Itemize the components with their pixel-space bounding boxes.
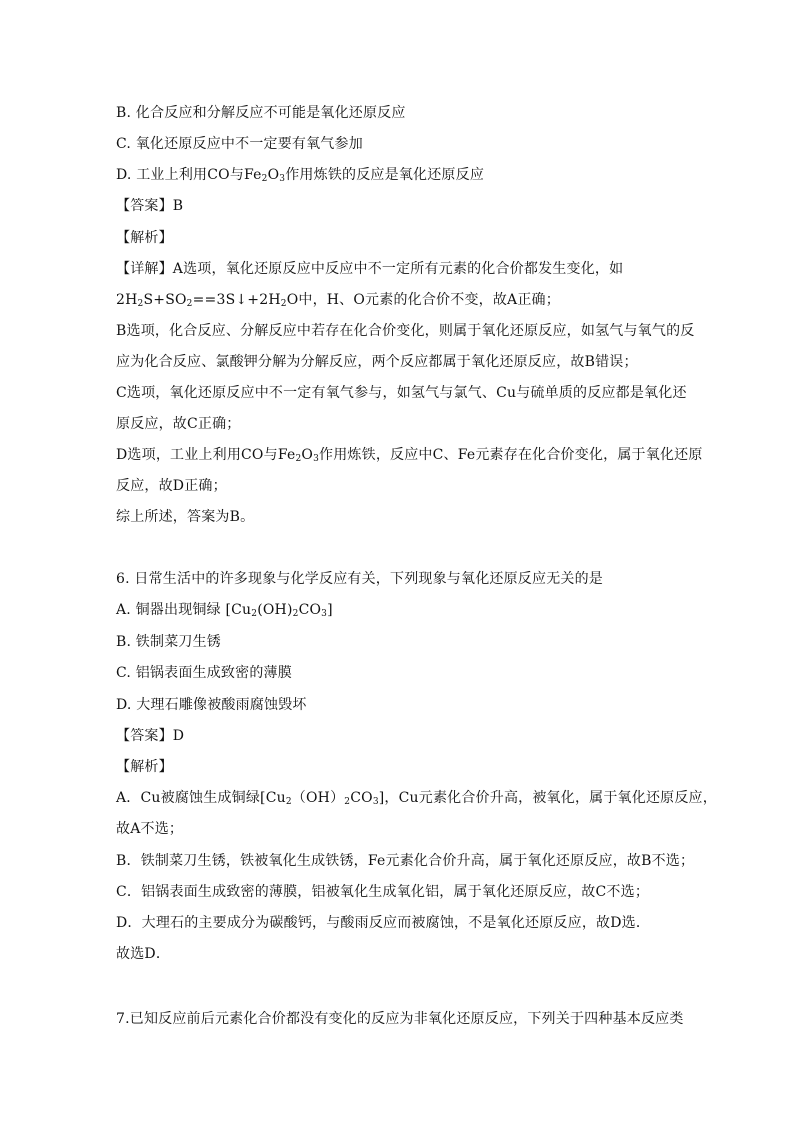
q5-d-line-2: 反应，故D正确； <box>116 478 227 494</box>
q7-stem: 7.已知反应前后元素化合价都没有变化的反应为非氧化还原反应，下列关于四种基本反应类 <box>116 1011 684 1027</box>
q5-b-line-2: 应为化合反应、氯酸钾分解为分解反应，两个反应都属于氧化还原反应，故B错误； <box>116 354 638 370</box>
q5-c-line-2: 原反应，故C正确； <box>116 416 241 432</box>
q5-d-line-1: D选项，工业上利用CO与$Fe_2O_3$作用炼铁，反应中C、Fe元素存在化合价变化，属于氧化还原 <box>116 447 703 464</box>
q6-option-c: C. 铝锅表面生成致密的薄膜 <box>116 665 292 681</box>
q6-analysis-header: 【解析】 <box>116 759 173 775</box>
q6-option-b: B. 铁制菜刀生锈 <box>116 634 221 650</box>
q6-a-line-1: A．Cu被腐蚀生成铜绿$[Cu_2(OH)_2CO_3]$，Cu元素化合价升高，被氧化，属于氧化还原反应， <box>116 790 717 807</box>
q5-analysis-header: 【解析】 <box>116 230 173 246</box>
q5-c-line-1: C选项，氧化还原反应中不一定有氧气参与，如氢气与氯气、Cu与硫单质的反应都是氧化还 <box>116 385 687 401</box>
q6-d-line: D．大理石的主要成分为碳酸钙，与酸雨反应而被腐蚀，不是氧化还原反应，故D选． <box>116 915 651 931</box>
q6-option-a: A. 铜器出现铜绿 $[Cu_2(OH)_2CO_3]$ <box>116 602 333 619</box>
q5-option-c: C. 氧化还原反应中不一定要有氧气参加 <box>116 136 363 152</box>
q6-option-d: D. 大理石雕像被酸雨腐蚀毁坏 <box>116 697 307 713</box>
q5-option-b: B. 化合反应和分解反应不可能是氧化还原反应 <box>116 105 406 121</box>
q5-option-d: D. 工业上利用CO与$Fe_2O_3$作用炼铁的反应是氧化还原反应 <box>116 167 485 184</box>
q6-a-line-2: 故A不选； <box>116 821 184 837</box>
q5-b-line-1: B选项，化合反应、分解反应中若存在化合价变化，则属于氧化还原反应，如氢气与氧气的反 <box>116 323 695 339</box>
q6-answer: 【答案】D <box>116 728 185 744</box>
q6-conclusion: 故选D． <box>116 946 171 962</box>
q6-c-line: C．铝锅表面生成致密的薄膜，铝被氧化生成氧化铝，属于氧化还原反应，故C不选； <box>116 884 650 900</box>
q5-summary: 综上所述，答案为B。 <box>116 509 255 525</box>
q5-answer: 【答案】B <box>116 198 184 214</box>
q5-detail-line-2: $2H_2S+SO_2==3S↓+2H_2O$中，H、O元素的化合价不变，故A正确； <box>116 292 560 309</box>
q6-b-line: B．铁制菜刀生锈，铁被氧化生成铁锈，Fe元素化合价升高，属于氧化还原反应，故B不选； <box>116 853 695 869</box>
q5-detail-line-1: 【详解】A选项，氧化还原反应中反应中不一定所有元素的化合价都发生变化，如 <box>116 261 624 277</box>
q6-stem: 6. 日常生活中的许多现象与化学反应有关，下列现象与氧化还原反应无关的是 <box>116 571 604 587</box>
